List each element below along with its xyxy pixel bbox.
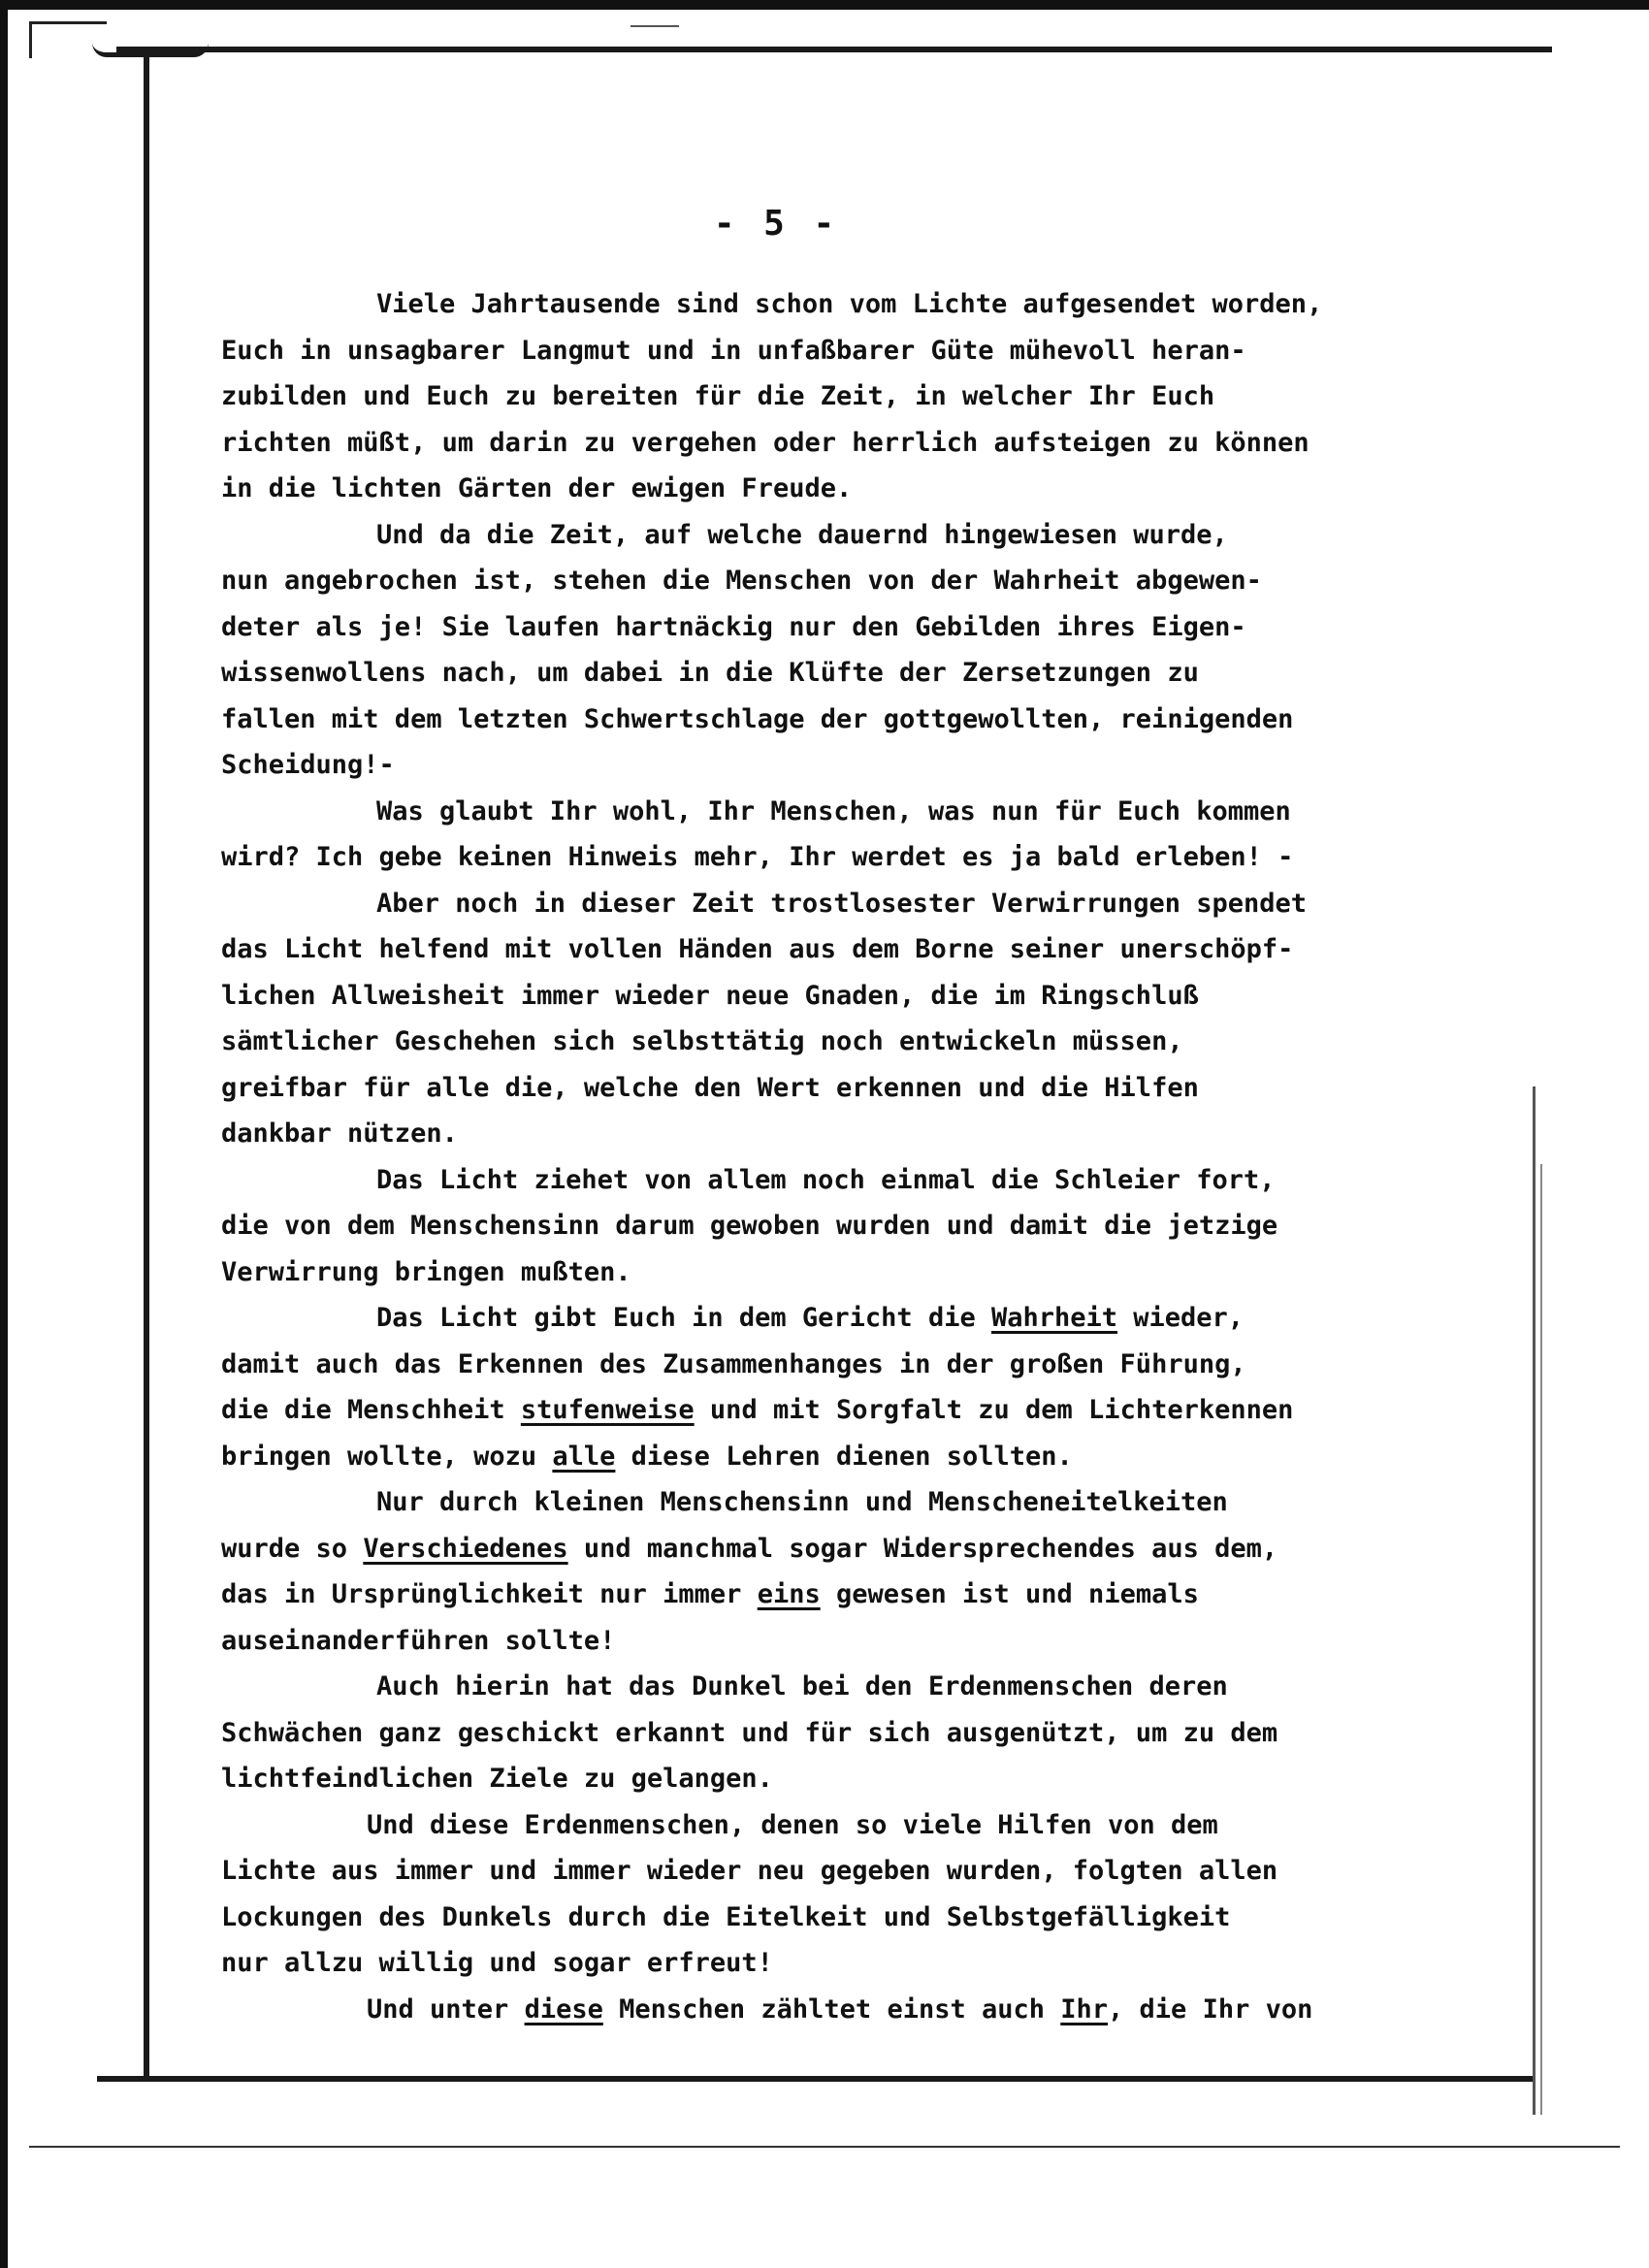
text-line: Euch in unsagbarer Langmut und in unfaßbarer Güte mühevoll heran- xyxy=(221,335,1246,366)
text-segment: Das Licht gibt Euch in dem Gericht die xyxy=(376,1303,991,1333)
underlined-word: diese xyxy=(524,1993,603,2025)
text-line: Nur durch kleinen Menschensinn und Menscheneitelkeiten xyxy=(376,1487,1228,1517)
text-line: Und diese Erdenmenschen, denen so viele Hilfen von dem xyxy=(367,1809,1218,1840)
text-line: nur allzu willig und sogar erfreut! xyxy=(221,1948,773,1978)
text-segment: diese Lehren dienen sollten. xyxy=(615,1441,1073,1472)
text-segment: , die Ihr von xyxy=(1108,1993,1313,2025)
text-line: damit auch das Erkennen des Zusammenhanges in der großen Führung, xyxy=(221,1348,1246,1379)
binding-mark xyxy=(92,43,209,57)
underlined-word: alle xyxy=(552,1441,616,1472)
text-segment: und manchmal sogar Widersprechendes aus dem, xyxy=(567,1533,1278,1564)
text-line: lichtfeindlichen Ziele zu gelangen. xyxy=(221,1764,773,1794)
text-line xyxy=(221,1387,1550,1434)
corner-mark-vertical xyxy=(29,21,32,58)
page-bottom-rule xyxy=(97,2076,1533,2082)
text-line: lichen Allweisheit immer wieder neue Gnaden, die im Ringschluß xyxy=(221,980,1199,1011)
text-line: wird? Ich gebe keinen Hinweis mehr, Ihr werdet es ja bald erleben! - xyxy=(221,842,1294,872)
scan-border-left xyxy=(0,0,8,2268)
text-line: Was glaubt Ihr wohl, Ihr Menschen, was nun für Euch kommen xyxy=(376,795,1291,826)
page-left-rule xyxy=(144,47,149,2076)
underlined-word: Ihr xyxy=(1060,1993,1109,2025)
page-top-mark xyxy=(630,25,679,27)
text-line: das Licht helfend mit vollen Händen aus dem Borne seiner unerschöpf- xyxy=(221,934,1294,964)
text-line: Und da die Zeit, auf welche dauernd hingewiesen wurde, xyxy=(376,519,1228,550)
text-line: richten müßt, um darin zu vergehen oder herrlich aufsteigen zu können xyxy=(221,427,1310,458)
text-line: nun angebrochen ist, stehen die Menschen von der Wahrheit abgewen- xyxy=(221,566,1262,596)
text-segment: Und unter xyxy=(367,1993,525,2025)
text-line: Schwächen ganz geschickt erkannt und für sich ausgenützt, um zu dem xyxy=(221,1717,1278,1748)
text-segment: gewesen ist und niemals xyxy=(820,1579,1199,1609)
text-line xyxy=(221,1295,1550,1342)
corner-mark xyxy=(29,21,107,24)
text-segment: Menschen zähltet einst auch xyxy=(602,1993,1061,2025)
text-segment: das in Ursprünglichkeit nur immer xyxy=(221,1579,758,1609)
text-line: zubilden und Euch zu bereiten für die Zeit, in welcher Ihr Euch xyxy=(221,381,1215,411)
text-line: Viele Jahrtausende sind schon vom Lichte aufgesendet worden, xyxy=(376,289,1323,319)
text-line: dankbar nützen. xyxy=(221,1118,458,1149)
page-top-rule xyxy=(116,47,1552,52)
underlined-word: Verschiedenes xyxy=(363,1533,568,1564)
text-line: Scheidung!- xyxy=(221,750,395,780)
text-line: sämtlicher Geschehen sich selbsttätig noch entwickeln müssen, xyxy=(221,1026,1183,1056)
text-line: Lichte aus immer und immer wieder neu gegeben wurden, folgten allen xyxy=(221,1856,1278,1886)
text-line: in die lichten Gärten der ewigen Freude. xyxy=(221,473,853,503)
text-line: Verwirrung bringen mußten. xyxy=(221,1256,631,1287)
text-line: Auch hierin hat das Dunkel bei den Erdenmenschen deren xyxy=(376,1671,1228,1701)
text-line: Das Licht ziehet von allem noch einmal die Schleier fort, xyxy=(376,1164,1276,1195)
underlined-word: eins xyxy=(757,1579,821,1609)
text-line: deter als je! Sie laufen hartnäckig nur den Gebilden ihres Eigen- xyxy=(221,611,1246,642)
text-segment: bringen wollte, wozu xyxy=(221,1441,553,1472)
text-line: auseinanderführen sollte! xyxy=(221,1625,616,1656)
text-line: Aber noch in dieser Zeit trostlosester Verwirrungen spendet xyxy=(376,888,1308,919)
text-segment: die die Menschheit xyxy=(221,1395,521,1425)
text-segment: wurde so xyxy=(221,1533,364,1564)
text-line: greifbar für alle die, welche den Wert erkennen und die Hilfen xyxy=(221,1072,1199,1103)
text-line: Lockungen des Dunkels durch die Eitelkeit und Selbstgefälligkeit xyxy=(221,1901,1231,1932)
underlined-word: Wahrheit xyxy=(990,1303,1118,1333)
text-line xyxy=(221,1434,1550,1480)
text-segment: und mit Sorgfalt zu dem Lichterkennen xyxy=(694,1395,1294,1425)
text-segment: wieder, xyxy=(1117,1303,1245,1333)
text-line: wissenwollens nach, um dabei in die Klüfte der Zersetzungen zu xyxy=(221,658,1199,688)
document-body xyxy=(221,281,1550,2032)
text-line xyxy=(221,1571,1550,1618)
text-line: die von dem Menschensinn darum gewoben wurden und damit die jetzige xyxy=(221,1211,1278,1241)
text-line: fallen mit dem letzten Schwertschlage der gottgewollten, reinigenden xyxy=(221,703,1294,734)
scan-border-top xyxy=(0,0,1649,10)
scan-bottom-rule xyxy=(29,2146,1620,2148)
text-line xyxy=(221,1987,1550,2033)
page-number: - 5 - xyxy=(713,204,839,243)
underlined-word: stufenweise xyxy=(520,1395,695,1425)
text-line xyxy=(221,1526,1550,1572)
